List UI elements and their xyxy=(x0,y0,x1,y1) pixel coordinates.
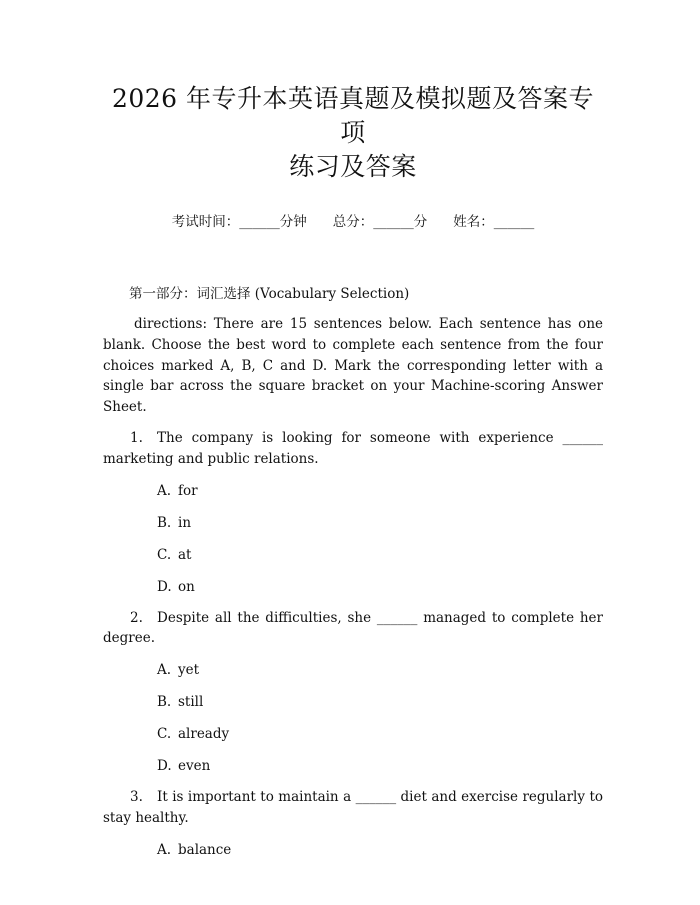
question-number: 2. xyxy=(130,609,143,626)
option-text: balance xyxy=(178,841,232,858)
option-item xyxy=(103,481,603,502)
question-block xyxy=(103,608,603,778)
option-letter: A. xyxy=(157,662,172,679)
question-text xyxy=(103,428,603,470)
name-field: 姓名：______ xyxy=(453,214,535,230)
question-number: 1. xyxy=(130,429,143,446)
question-block xyxy=(103,787,603,861)
option-text: still xyxy=(178,694,204,711)
question-body: The company is looking for someone with experience ______ marketing and public relations. xyxy=(103,429,603,467)
option-text: for xyxy=(178,482,198,499)
document-title xyxy=(103,0,603,184)
option-letter: B. xyxy=(157,694,172,711)
option-text: already xyxy=(178,726,230,743)
question-text xyxy=(103,787,603,829)
option-letter: C. xyxy=(157,726,172,743)
option-letter: C. xyxy=(157,546,172,563)
question-body: It is important to maintain a ______ diet and exercise regularly to stay healthy. xyxy=(103,789,603,826)
exam-info-line xyxy=(103,212,603,232)
option-letter: D. xyxy=(157,578,172,595)
question-text xyxy=(103,608,603,650)
option-item xyxy=(103,545,603,566)
option-text: in xyxy=(178,514,192,531)
section-heading: 第一部分：词汇选择 (Vocabulary Selection) xyxy=(129,286,410,302)
option-letter: A. xyxy=(157,841,172,858)
question-number: 3. xyxy=(130,789,143,806)
directions-paragraph: directions: There are 15 sentences below. Each sentence has one blank. Choose the best word to complete each sentence from the four choices marked A, B, C and D. Mark the corresponding letter with a single bar across the square bracket on your Machine-scoring Answer Sheet. xyxy=(103,316,603,416)
option-item xyxy=(103,756,603,777)
title-line-2: 练习及答案 xyxy=(289,152,417,181)
total-score-field: 总分：______分 xyxy=(332,214,428,230)
option-letter: A. xyxy=(157,482,172,499)
option-item xyxy=(103,724,603,745)
option-item xyxy=(103,577,603,598)
option-text: at xyxy=(178,546,192,563)
question-body: Despite all the difficulties, she ______ managed to complete her degree. xyxy=(103,609,603,647)
option-text: even xyxy=(178,758,211,775)
option-letter: D. xyxy=(157,758,172,775)
option-letter: B. xyxy=(157,514,172,531)
exam-time-field: 考试时间：______分钟 xyxy=(171,214,307,230)
option-item xyxy=(103,660,603,681)
option-item xyxy=(103,840,603,861)
option-item xyxy=(103,692,603,713)
title-line-1: 2026 年专升本英语真题及模拟题及答案专项 xyxy=(111,84,595,147)
question-block xyxy=(103,428,603,598)
option-text: on xyxy=(178,578,195,595)
option-item xyxy=(103,513,603,534)
option-text: yet xyxy=(178,662,200,679)
